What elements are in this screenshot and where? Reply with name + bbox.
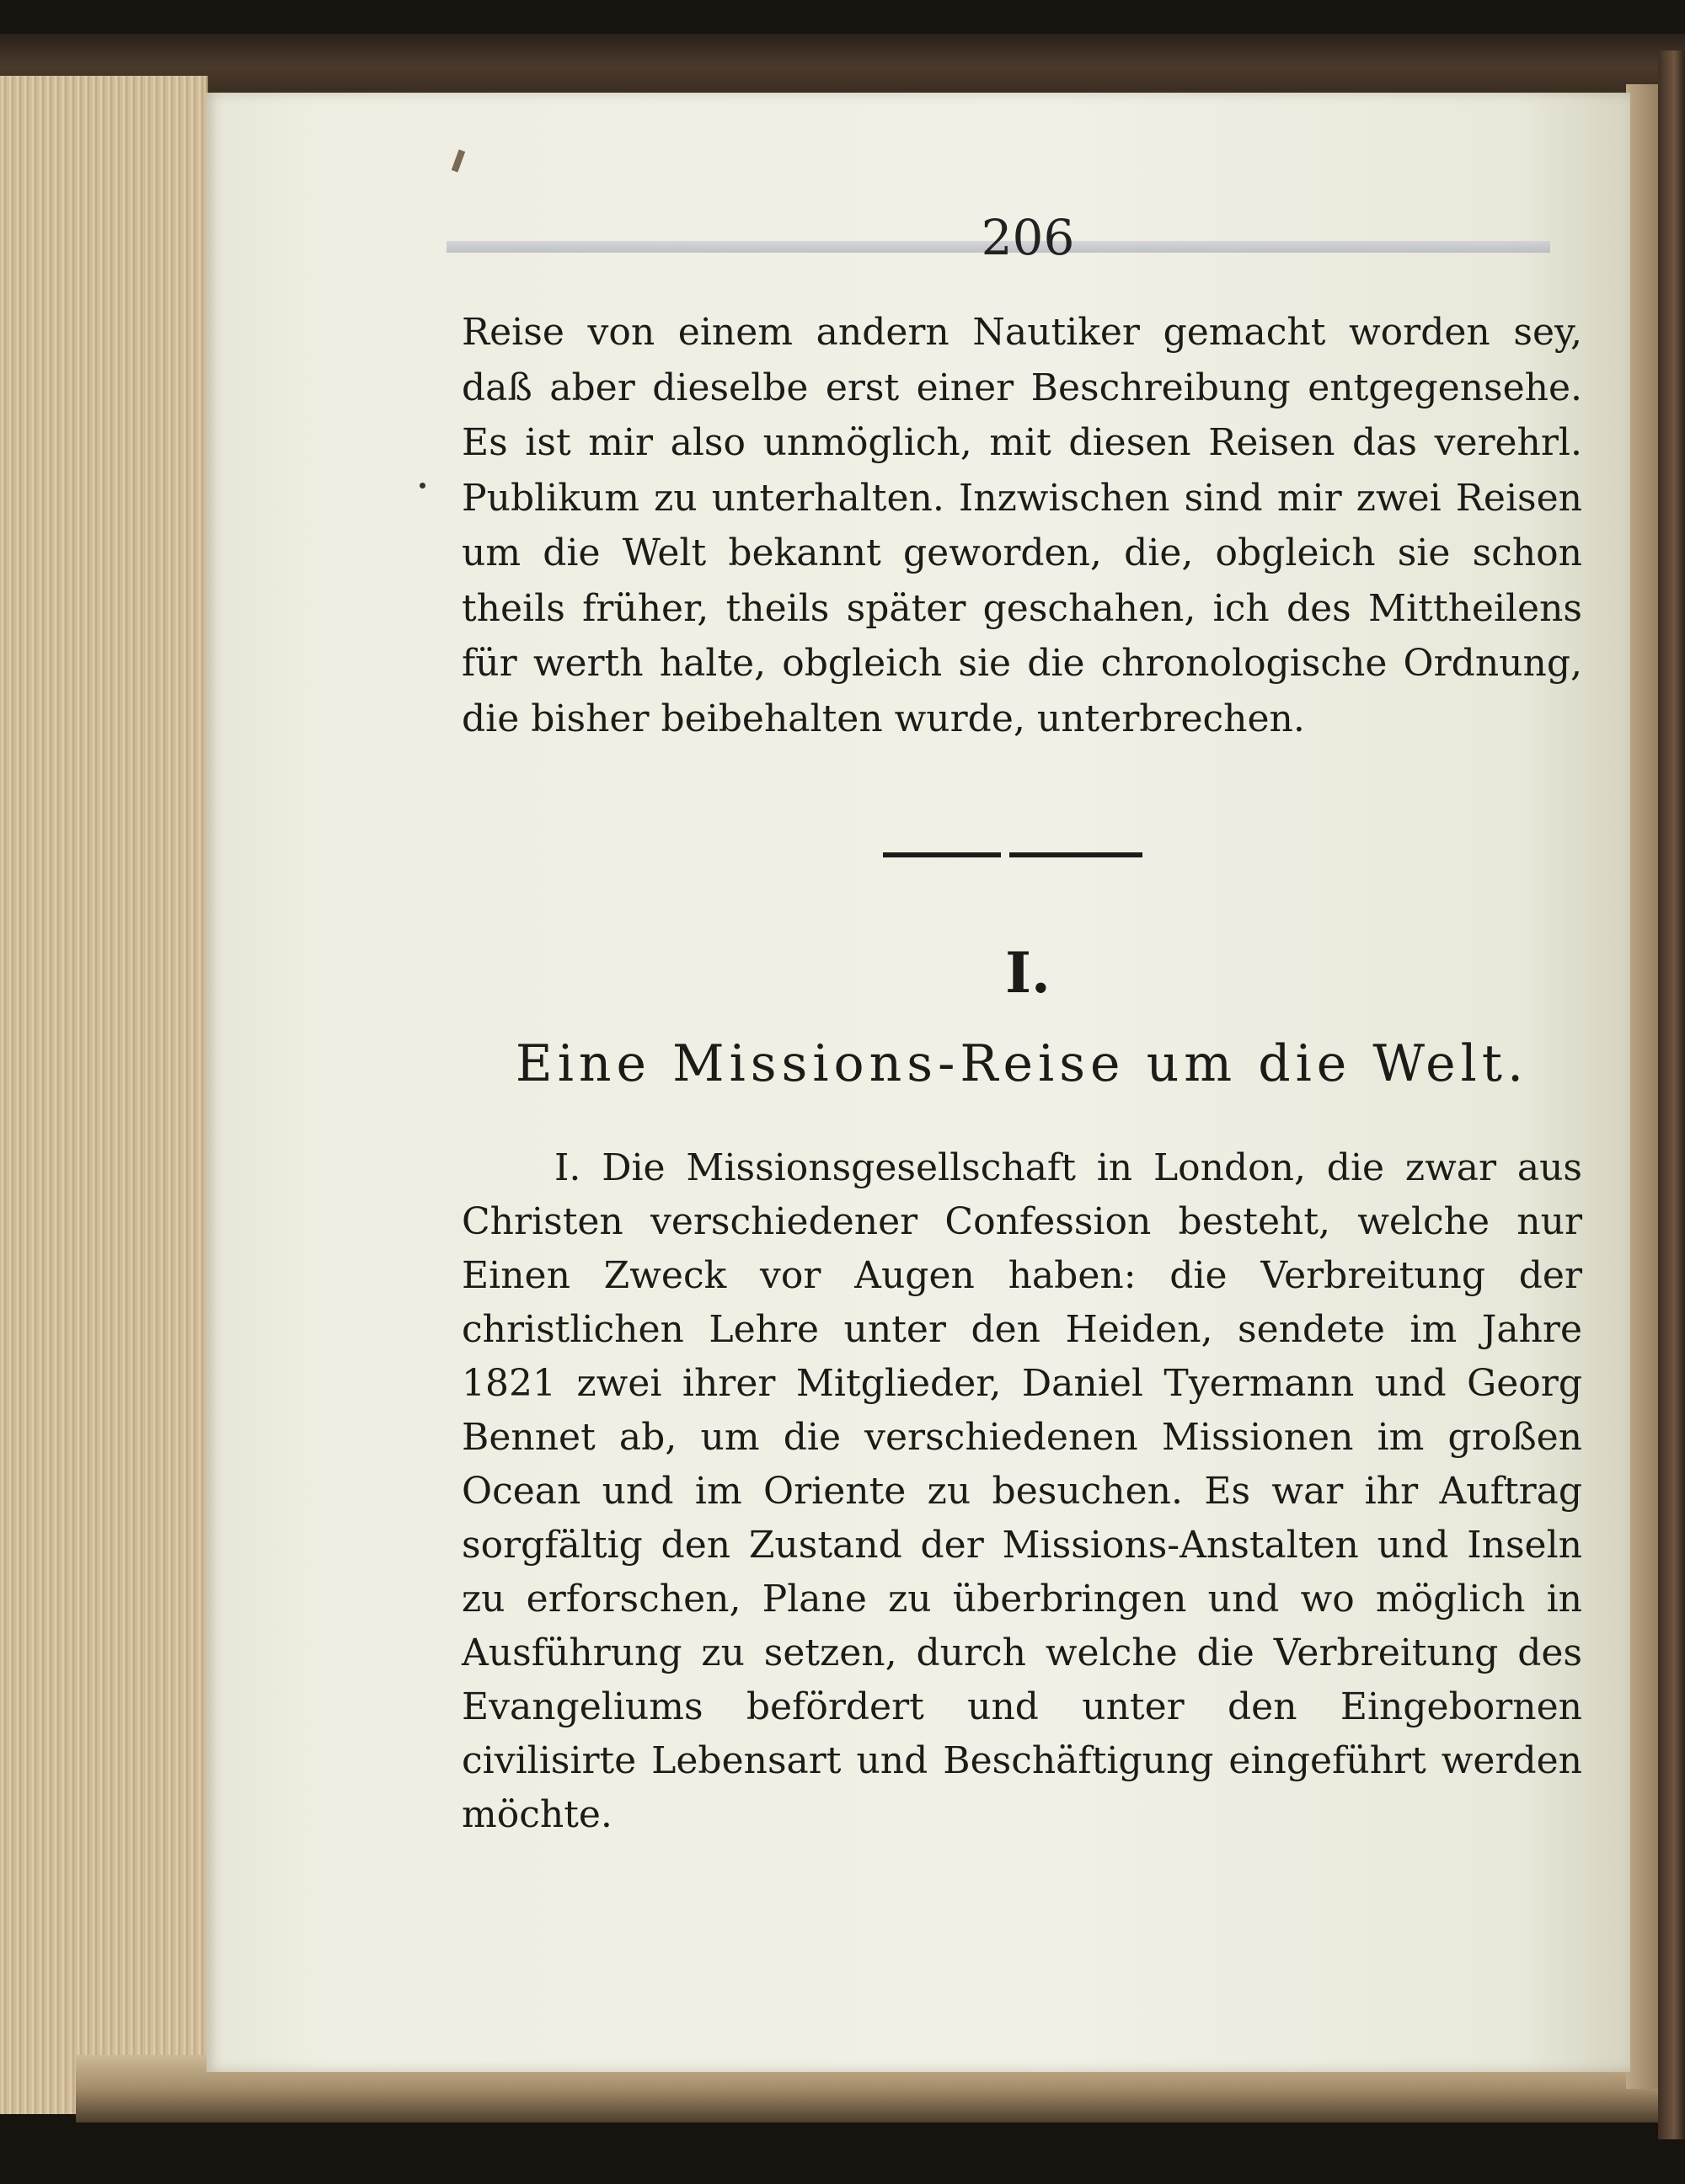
separator-rule-right [1009,852,1142,857]
paragraph-intro: Reise von einem andern Nautiker gemacht worden sey, daß aber dieselbe erst einer Beschreibung entgegensehe. Es ist mir also unmöglich, mit diesen Reisen das verehrl. Publikum zu unterhalten. Inzwischen sind mir zwei Reisen um die Welt bekannt geworden, die, obgleich sie schon theils früher, theils später geschahen, ich des Mittheilens für werth halte, obgleich sie die chronologische Ordnung, die bisher beibehalten wurde, unterbrechen. [462,311,1582,740]
paragraph-section-1: I. Die Missionsgesellschaft in London, die zwar aus Christen verschiedener Confession besteht, welche nur Einen Zweck vor Augen haben: die Verbreitung der christlichen Lehre unter den Heiden, sendete im Jahre 1821 zwei ihrer Mitglieder, Daniel Tyermann und Georg Bennet ab, um die verschiedenen Missionen im großen Ocean und im Oriente zu besuchen. Es war ihr Auftrag sorgfältig den Zustand der Missions-Anstalten und Inseln zu erforschen, Plane zu überbringen und wo möglich in Ausführung zu setzen, durch welche die Verbreitung des Evangeliums befördert und unter den Eingebornen civilisirte Lebensart und Beschäftigung eingeführt werden möchte. [462,1146,1582,1836]
section-title: Eine Missions-Reise um die Welt. [515,1034,1529,1093]
page-stack-left [0,76,208,2114]
separator-rule-left [883,852,1001,857]
book-cover-right-edge [1658,51,1685,2139]
section-number: I. [1005,940,1051,1006]
margin-dot [420,483,425,489]
page-number: 206 [981,209,1075,266]
book-cover-top-edge [0,34,1685,94]
